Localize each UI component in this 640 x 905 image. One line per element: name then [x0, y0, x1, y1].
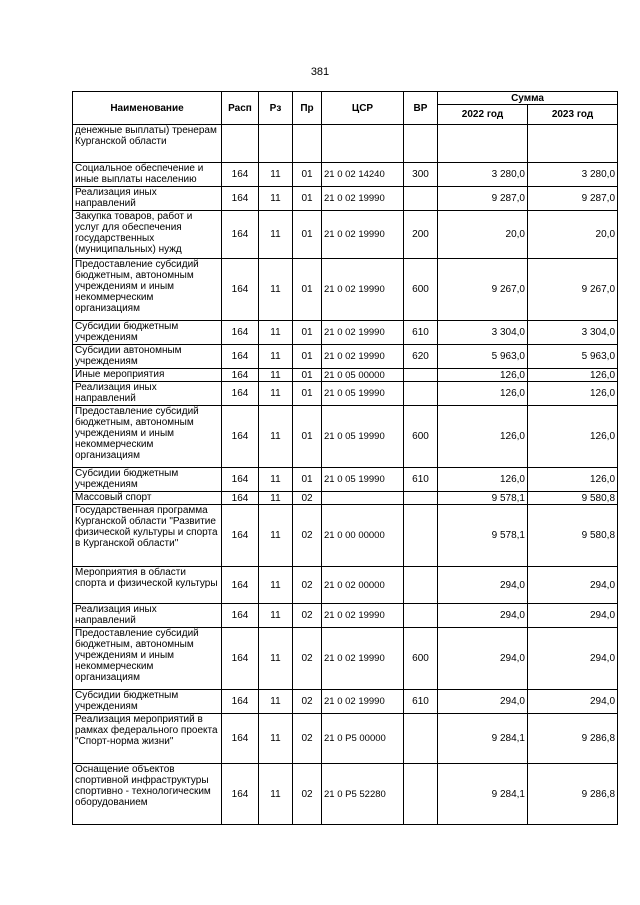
table-row: [73, 125, 618, 163]
table-body: [73, 125, 618, 825]
row-rasp-cell: 164: [222, 163, 259, 187]
row-2023-cell: 9 287,0: [528, 187, 618, 211]
row-vr-cell: 610: [404, 468, 438, 492]
row-2022-cell: 9 267,0: [438, 259, 528, 321]
row-vr-cell: [404, 382, 438, 406]
row-name-cell: Закупка товаров, работ и услуг для обеспечения государственных (муниципальных) нужд: [73, 211, 222, 259]
row-2023-cell: 9 267,0: [528, 259, 618, 321]
row-2022-cell: [438, 125, 528, 163]
row-pr-cell: 01: [293, 382, 322, 406]
row-2023-cell: 3 280,0: [528, 163, 618, 187]
row-pr-cell: 01: [293, 369, 322, 382]
row-rz-cell: 11: [259, 187, 293, 211]
table-row: [73, 406, 618, 468]
row-name-cell: Реализация иных направлений: [73, 382, 222, 406]
row-2023-cell: 294,0: [528, 567, 618, 604]
row-pr-cell: 01: [293, 259, 322, 321]
row-rasp-cell: [222, 125, 259, 163]
row-vr-cell: [404, 505, 438, 567]
row-rasp-cell: 164: [222, 505, 259, 567]
row-2023-cell: 294,0: [528, 628, 618, 690]
row-rasp-cell: 164: [222, 259, 259, 321]
header-name: Наименование: [73, 92, 222, 125]
table-row: [73, 468, 618, 492]
row-name-cell: денежные выплаты) тренерам Курганской области: [73, 125, 222, 163]
row-csr-cell: 21 0 02 19990: [322, 259, 404, 321]
row-csr-cell: 21 0 05 19990: [322, 406, 404, 468]
row-rasp-cell: 164: [222, 345, 259, 369]
row-vr-cell: 600: [404, 628, 438, 690]
row-rz-cell: 11: [259, 628, 293, 690]
table-row: [73, 211, 618, 259]
row-csr-cell: 21 0 05 00000: [322, 369, 404, 382]
row-rz-cell: [259, 125, 293, 163]
row-2022-cell: 9 578,1: [438, 492, 528, 505]
row-vr-cell: [404, 492, 438, 505]
row-2023-cell: 5 963,0: [528, 345, 618, 369]
row-pr-cell: 02: [293, 764, 322, 825]
row-rz-cell: 11: [259, 382, 293, 406]
row-2022-cell: 9 284,1: [438, 764, 528, 825]
row-name-cell: Иные мероприятия: [73, 369, 222, 382]
table-row: [73, 628, 618, 690]
row-pr-cell: 02: [293, 567, 322, 604]
row-2022-cell: 20,0: [438, 211, 528, 259]
row-vr-cell: 600: [404, 406, 438, 468]
row-csr-cell: 21 0 P5 00000: [322, 714, 404, 764]
table-row: [73, 345, 618, 369]
row-2022-cell: 9 287,0: [438, 187, 528, 211]
row-rz-cell: 11: [259, 505, 293, 567]
row-rz-cell: 11: [259, 714, 293, 764]
row-rz-cell: 11: [259, 369, 293, 382]
table-row: [73, 690, 618, 714]
header-pr: Пр: [293, 92, 322, 125]
row-vr-cell: 620: [404, 345, 438, 369]
row-rasp-cell: 164: [222, 321, 259, 345]
row-2022-cell: 294,0: [438, 567, 528, 604]
header-2023: 2023 год: [528, 105, 618, 125]
table-row: [73, 163, 618, 187]
row-pr-cell: 01: [293, 468, 322, 492]
row-vr-cell: [404, 604, 438, 628]
row-2023-cell: 9 580,8: [528, 492, 618, 505]
row-vr-cell: [404, 764, 438, 825]
row-csr-cell: 21 0 02 00000: [322, 567, 404, 604]
table-row: [73, 187, 618, 211]
row-rasp-cell: 164: [222, 211, 259, 259]
table-row: [73, 321, 618, 345]
table-row: [73, 369, 618, 382]
row-2023-cell: 126,0: [528, 468, 618, 492]
row-rz-cell: 11: [259, 259, 293, 321]
table-row: [73, 259, 618, 321]
header-2022: 2022 год: [438, 105, 528, 125]
row-2022-cell: 3 304,0: [438, 321, 528, 345]
row-name-cell: Предоставление субсидий бюджетным, автономным учреждениям и иным некоммерческим организациям: [73, 628, 222, 690]
row-pr-cell: [293, 125, 322, 163]
row-name-cell: Субсидии бюджетным учреждениям: [73, 321, 222, 345]
row-2023-cell: 9 286,8: [528, 714, 618, 764]
row-rasp-cell: 164: [222, 567, 259, 604]
row-rasp-cell: 164: [222, 187, 259, 211]
row-2022-cell: 126,0: [438, 369, 528, 382]
row-csr-cell: 21 0 02 19990: [322, 604, 404, 628]
row-2023-cell: 126,0: [528, 369, 618, 382]
row-rasp-cell: 164: [222, 628, 259, 690]
page-number: 381: [310, 66, 330, 78]
row-vr-cell: 300: [404, 163, 438, 187]
table-row: [73, 505, 618, 567]
row-2022-cell: 126,0: [438, 382, 528, 406]
row-pr-cell: 02: [293, 714, 322, 764]
row-rz-cell: 11: [259, 690, 293, 714]
row-csr-cell: [322, 492, 404, 505]
row-csr-cell: [322, 125, 404, 163]
row-rasp-cell: 164: [222, 468, 259, 492]
row-rasp-cell: 164: [222, 764, 259, 825]
row-csr-cell: 21 0 P5 52280: [322, 764, 404, 825]
row-csr-cell: 21 0 02 19990: [322, 628, 404, 690]
row-rz-cell: 11: [259, 321, 293, 345]
row-pr-cell: 01: [293, 163, 322, 187]
row-2023-cell: 294,0: [528, 604, 618, 628]
row-vr-cell: 610: [404, 321, 438, 345]
row-csr-cell: 21 0 02 19990: [322, 345, 404, 369]
table-row: [73, 714, 618, 764]
row-2022-cell: 126,0: [438, 468, 528, 492]
row-rasp-cell: 164: [222, 714, 259, 764]
row-vr-cell: [404, 187, 438, 211]
row-2023-cell: 126,0: [528, 382, 618, 406]
row-name-cell: Субсидии бюджетным учреждениям: [73, 468, 222, 492]
row-rz-cell: 11: [259, 764, 293, 825]
table-row: [73, 492, 618, 505]
table-row: [73, 567, 618, 604]
row-rz-cell: 11: [259, 492, 293, 505]
row-name-cell: Социальное обеспечение и иные выплаты населению: [73, 163, 222, 187]
row-name-cell: Реализация иных направлений: [73, 604, 222, 628]
row-vr-cell: [404, 714, 438, 764]
row-csr-cell: 21 0 02 19990: [322, 321, 404, 345]
row-vr-cell: 200: [404, 211, 438, 259]
row-rasp-cell: 164: [222, 604, 259, 628]
row-2022-cell: 294,0: [438, 628, 528, 690]
row-vr-cell: [404, 567, 438, 604]
row-pr-cell: 01: [293, 345, 322, 369]
row-name-cell: Субсидии автономным учреждениям: [73, 345, 222, 369]
row-name-cell: Государственная программа Курганской области "Развитие физической культуры и спорта в Курганской области": [73, 505, 222, 567]
row-pr-cell: 01: [293, 211, 322, 259]
row-name-cell: Мероприятия в области спорта и физической культуры: [73, 567, 222, 604]
row-rz-cell: 11: [259, 345, 293, 369]
row-name-cell: Оснащение объектов спортивной инфраструктуры спортивно - технологическим оборудованием: [73, 764, 222, 825]
row-csr-cell: 21 0 05 19990: [322, 468, 404, 492]
row-vr-cell: 600: [404, 259, 438, 321]
row-pr-cell: 01: [293, 406, 322, 468]
row-csr-cell: 21 0 02 19990: [322, 187, 404, 211]
row-pr-cell: 02: [293, 628, 322, 690]
row-vr-cell: [404, 125, 438, 163]
header-csr: ЦСР: [322, 92, 404, 125]
row-2022-cell: 294,0: [438, 604, 528, 628]
row-rasp-cell: 164: [222, 690, 259, 714]
table-row: [73, 764, 618, 825]
row-csr-cell: 21 0 00 00000: [322, 505, 404, 567]
row-name-cell: Реализация мероприятий в рамках федерального проекта "Спорт-норма жизни": [73, 714, 222, 764]
row-vr-cell: 610: [404, 690, 438, 714]
row-pr-cell: 02: [293, 505, 322, 567]
row-vr-cell: [404, 369, 438, 382]
row-rasp-cell: 164: [222, 406, 259, 468]
row-name-cell: Субсидии бюджетным учреждениям: [73, 690, 222, 714]
row-csr-cell: 21 0 05 19990: [322, 382, 404, 406]
row-2023-cell: 294,0: [528, 690, 618, 714]
row-rasp-cell: 164: [222, 492, 259, 505]
row-2023-cell: 9 580,8: [528, 505, 618, 567]
header-rz: Рз: [259, 92, 293, 125]
table-row: [73, 382, 618, 406]
row-rz-cell: 11: [259, 567, 293, 604]
row-pr-cell: 02: [293, 604, 322, 628]
row-pr-cell: 01: [293, 321, 322, 345]
row-name-cell: Предоставление субсидий бюджетным, автономным учреждениям и иным некоммерческим организациям: [73, 406, 222, 468]
row-2023-cell: [528, 125, 618, 163]
row-pr-cell: 02: [293, 690, 322, 714]
row-2023-cell: 20,0: [528, 211, 618, 259]
row-name-cell: Массовый спорт: [73, 492, 222, 505]
row-rasp-cell: 164: [222, 369, 259, 382]
row-pr-cell: 02: [293, 492, 322, 505]
row-rasp-cell: 164: [222, 382, 259, 406]
row-rz-cell: 11: [259, 604, 293, 628]
row-2022-cell: 3 280,0: [438, 163, 528, 187]
row-csr-cell: 21 0 02 19990: [322, 690, 404, 714]
row-csr-cell: 21 0 02 19990: [322, 211, 404, 259]
header-rasp: Расп: [222, 92, 259, 125]
row-pr-cell: 01: [293, 187, 322, 211]
row-2022-cell: 294,0: [438, 690, 528, 714]
table-row: [73, 604, 618, 628]
row-2023-cell: 3 304,0: [528, 321, 618, 345]
row-2022-cell: 9 578,1: [438, 505, 528, 567]
row-2022-cell: 9 284,1: [438, 714, 528, 764]
row-rz-cell: 11: [259, 163, 293, 187]
row-2023-cell: 9 286,8: [528, 764, 618, 825]
row-csr-cell: 21 0 02 14240: [322, 163, 404, 187]
header-vr: ВР: [404, 92, 438, 125]
row-rz-cell: 11: [259, 211, 293, 259]
row-rz-cell: 11: [259, 406, 293, 468]
row-2022-cell: 5 963,0: [438, 345, 528, 369]
row-2023-cell: 126,0: [528, 406, 618, 468]
budget-table: [72, 91, 618, 825]
row-name-cell: Реализация иных направлений: [73, 187, 222, 211]
header-sum: Сумма: [438, 92, 618, 105]
row-rz-cell: 11: [259, 468, 293, 492]
row-name-cell: Предоставление субсидий бюджетным, автономным учреждениям и иным некоммерческим организациям: [73, 259, 222, 321]
row-2022-cell: 126,0: [438, 406, 528, 468]
